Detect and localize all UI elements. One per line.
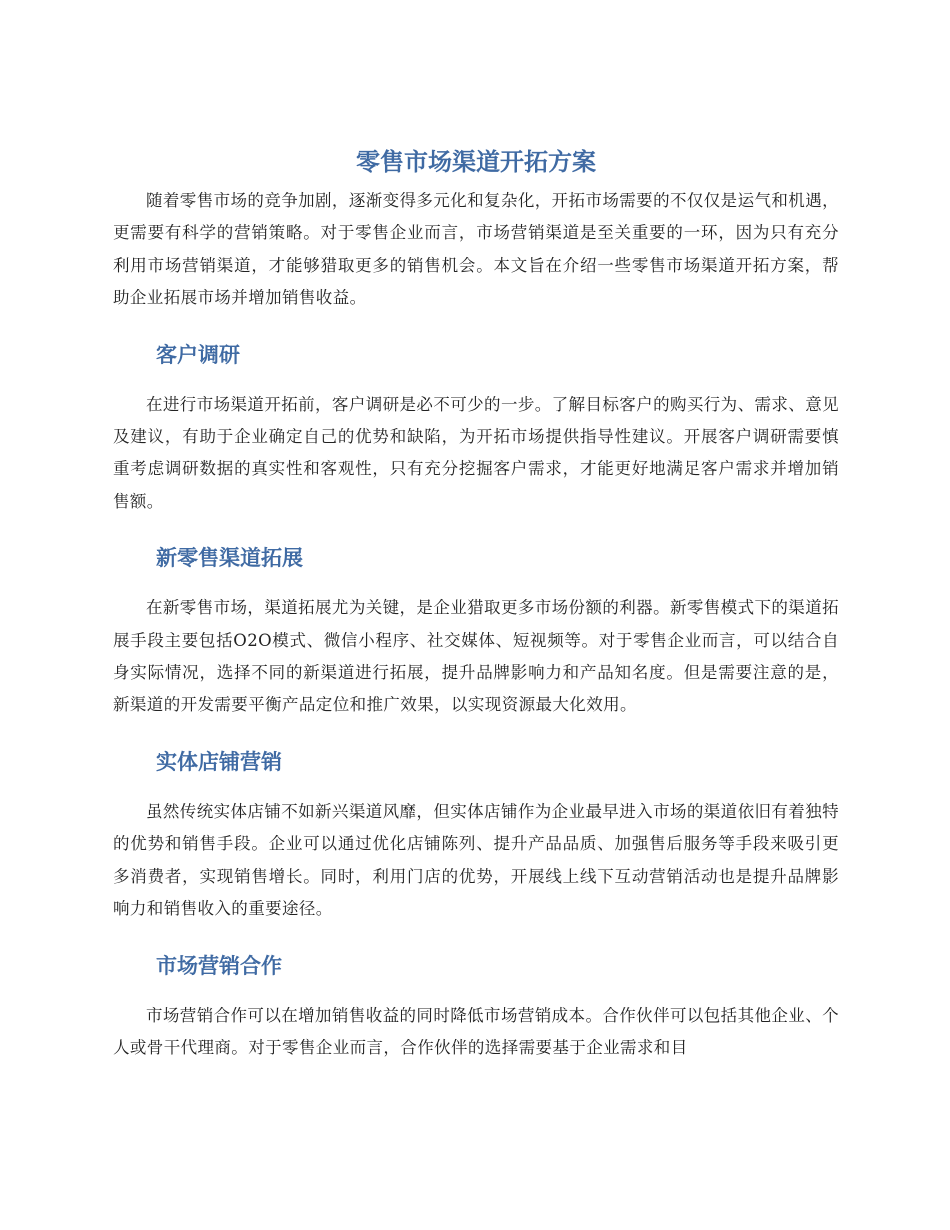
section-paragraph: 市场营销合作可以在增加销售收益的同时降低市场营销成本。合作伙伴可以包括其他企业、个人或骨干代理商。对于零售企业而言，合作伙伴的选择需要基于企业需求和目 (113, 1005, 839, 1057)
section-heading: 市场营销合作 (156, 953, 282, 978)
intro-paragraph: 随着零售市场的竞争加剧，逐渐变得多元化和复杂化，开拓市场需要的不仅仅是运气和机遇，更需要有科学的营销策略。对于零售企业而言，市场营销渠道是至关重要的一环，因为只有充分利用市场营销渠道，才能够猎取更多的销售机会。本文旨在介绍一些零售市场渠道开拓方案，帮助企业拓展市场并增加销售收益。 (113, 191, 839, 308)
section-heading: 客户调研 (156, 342, 240, 367)
document-title: 零售市场渠道开拓方案 (356, 148, 596, 176)
section-physical-store-marketing (113, 742, 839, 926)
section-new-retail-channels (113, 538, 839, 722)
section-marketing-cooperation (113, 946, 839, 1065)
section-customer-research (113, 335, 839, 519)
section-paragraph: 在新零售市场，渠道拓展尤为关键，是企业猎取更多市场份额的利器。新零售模式下的渠道拓展手段主要包括O2O模式、微信小程序、社交媒体、短视频等。对于零售企业而言，可以结合自身实际情况，选择不同的新渠道进行拓展，提升品牌影响力和产品知名度。但是需要注意的是，新渠道的开发需要平衡产品定位和推广效果，以实现资源最大化效用。 (113, 598, 839, 715)
section-heading: 实体店铺营销 (156, 749, 282, 774)
document-page (113, 142, 839, 1064)
section-paragraph: 虽然传统实体店铺不如新兴渠道风靡，但实体店铺作为企业最早进入市场的渠道依旧有着独特的优势和销售手段。企业可以通过优化店铺陈列、提升产品品质、加强售后服务等手段来吸引更多消费者，实现销售增长。同时，利用门店的优势，开展线上线下互动营销活动也是提升品牌影响力和销售收入的重要途径。 (113, 801, 839, 919)
section-paragraph: 在进行市场渠道开拓前，客户调研是必不可少的一步。了解目标客户的购买行为、需求、意见及建议，有助于企业确定自己的优势和缺陷，为开拓市场提供指导性建议。开展客户调研需要慎重考虑调研数据的真实性和客观性，只有充分挖掘客户需求，才能更好地满足客户需求并增加销售额。 (113, 394, 839, 511)
section-heading: 新零售渠道拓展 (156, 546, 303, 571)
